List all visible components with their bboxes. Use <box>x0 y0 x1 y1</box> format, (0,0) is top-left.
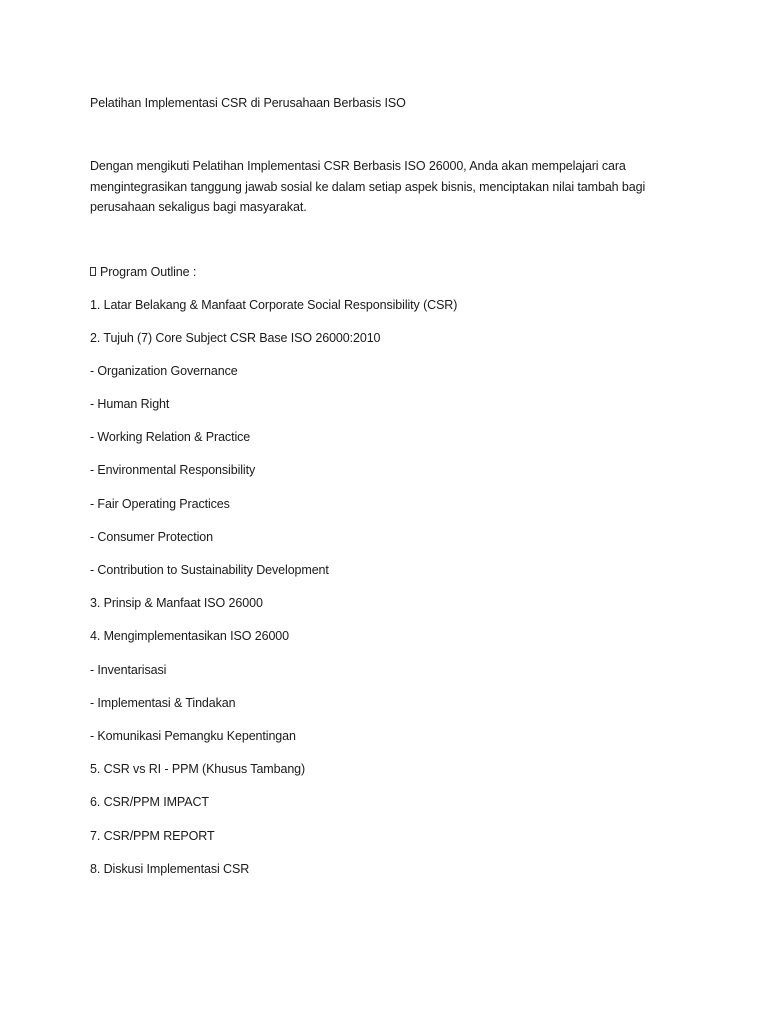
outline-item: 8. Diskusi Implementasi CSR <box>90 861 250 876</box>
outline-item: - Komunikasi Pemangku Kepentingan <box>90 728 296 743</box>
outline-item: - Human Right <box>90 397 170 412</box>
outline-item: 5. CSR vs RI - PPM (Khusus Tambang) <box>90 762 306 777</box>
outline-item: - Fair Operating Practices <box>90 496 230 511</box>
outline-item: - Working Relation & Practice <box>90 430 251 445</box>
outline-item: - Inventarisasi <box>90 662 167 677</box>
outline-item: - Environmental Responsibility <box>90 463 256 478</box>
document-title: Pelatihan Implementasi CSR di Perusahaan Berbasis ISO <box>90 96 406 110</box>
outline-list <box>90 295 690 879</box>
outline-item: - Organization Governance <box>90 363 238 378</box>
outline-item: 4. Mengimplementasikan ISO 26000 <box>90 629 289 644</box>
outline-heading <box>90 262 690 282</box>
outline-item: - Consumer Protection <box>90 529 213 544</box>
outline-heading-label: Program Outline : <box>100 264 197 279</box>
missing-glyph-box-icon <box>90 267 96 276</box>
outline-item: 3. Prinsip & Manfaat ISO 26000 <box>90 596 263 611</box>
outline-item: 1. Latar Belakang & Manfaat Corporate Social Responsibility (CSR) <box>90 297 458 312</box>
document-content <box>90 93 690 892</box>
outline-item: 2. Tujuh (7) Core Subject CSR Base ISO 26000:2010 <box>90 330 381 345</box>
outline-item: - Contribution to Sustainability Development <box>90 563 329 577</box>
outline-item: 6. CSR/PPM IMPACT <box>90 795 209 810</box>
outline-item: - Implementasi & Tindakan <box>90 695 236 710</box>
intro-paragraph: Dengan mengikuti Pelatihan Implementasi CSR Berbasis ISO 26000, Anda akan mempelajari cara mengintegrasikan tanggung jawab sosial ke dalam setiap aspek bisnis, menciptakan nilai tambah bagi perusahaan sekaligus bagi masyarakat. <box>90 159 646 214</box>
outline-item: 7. CSR/PPM REPORT <box>90 828 215 843</box>
